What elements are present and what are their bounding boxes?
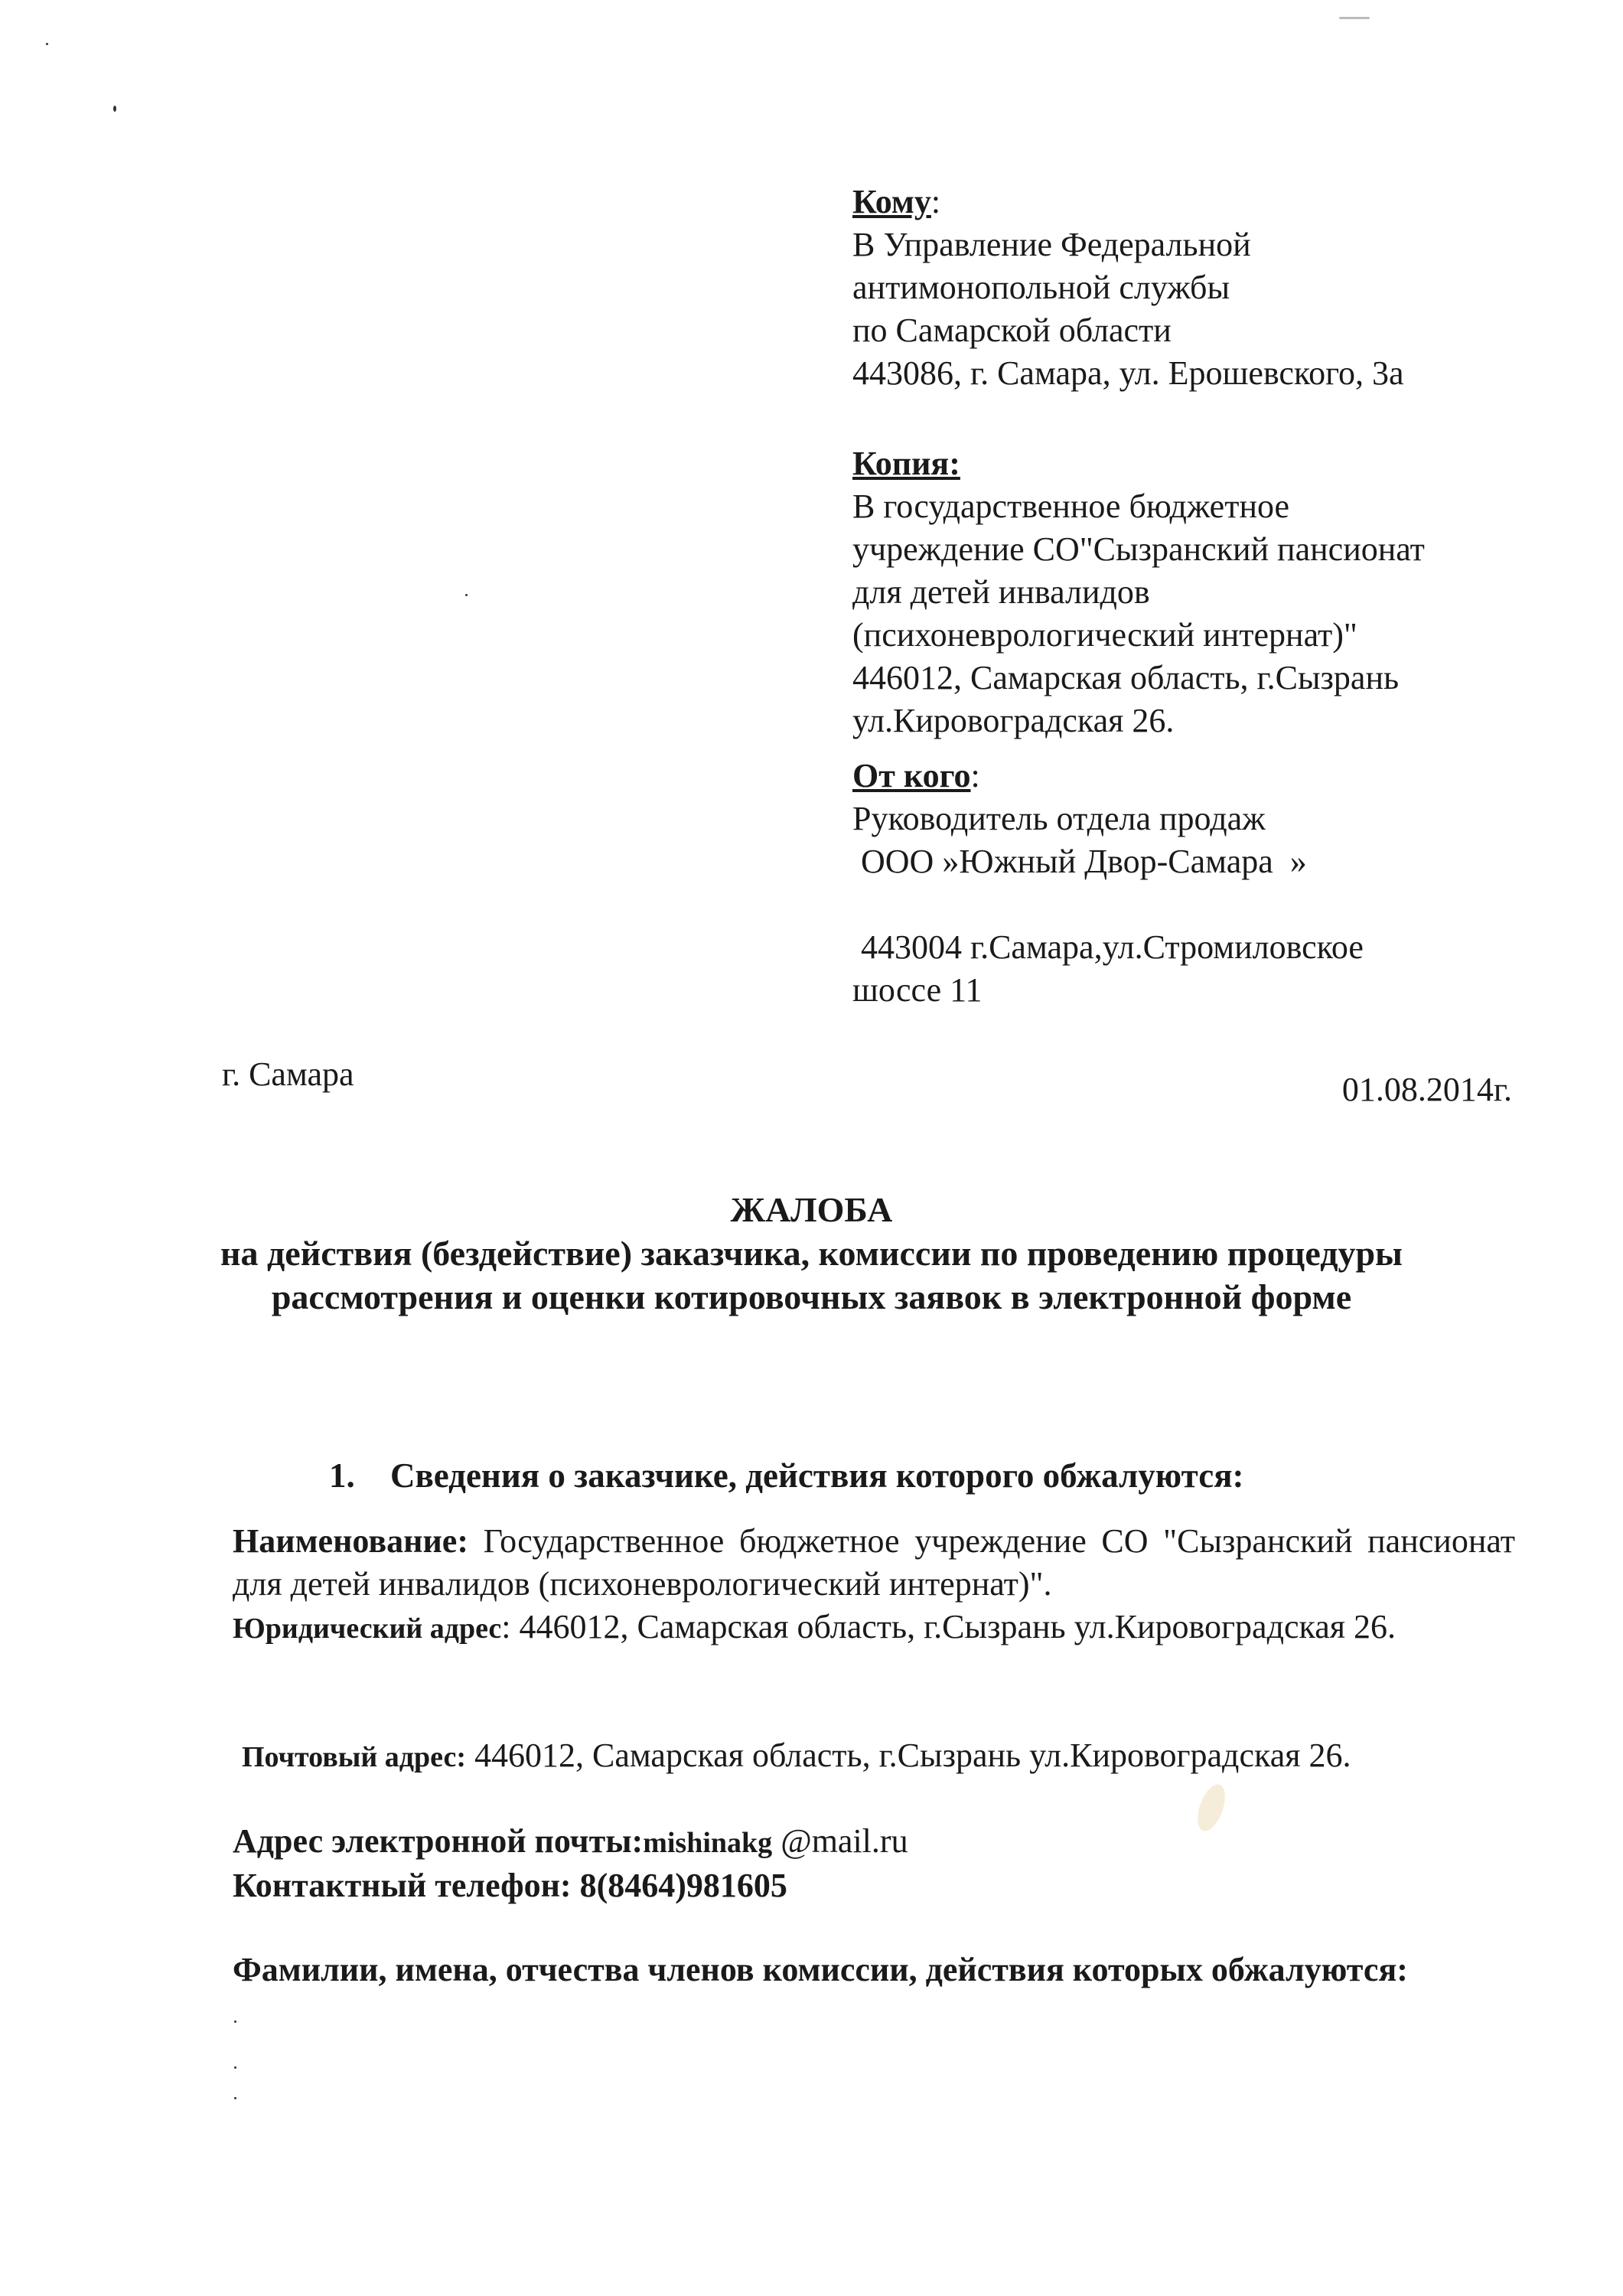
to-line: В Управление Федеральной: [852, 226, 1251, 263]
postal-address-label: Почтовый адрес:: [242, 1741, 467, 1773]
scan-speck: [46, 43, 48, 45]
scan-speck: [234, 2020, 236, 2023]
from-line: шоссе 11: [852, 971, 983, 1009]
customer-name-paragraph: [233, 1520, 1515, 1606]
commission-paragraph: Фамилии, имена, отчества членов комиссии, действия которых обжалуются:: [233, 1951, 1408, 1988]
name-value: Государственное бюджетное учреждение СО "Сызранский пансионат для детей инвалидов (психоневрологический интернат)".: [233, 1522, 1515, 1603]
email-domain: @mail.ru: [772, 1822, 908, 1860]
copy-line: 446012, Самарская область, г.Сызрань: [852, 659, 1400, 696]
email-label: Адрес электронной почты:: [233, 1822, 644, 1860]
legal-address-label: Юридический адрес: [233, 1613, 502, 1645]
copy-block: [852, 442, 1425, 742]
legal-address-paragraph: [233, 1606, 1515, 1650]
from-line: ООО »Южный Двор-Самара »: [852, 843, 1307, 880]
place-of-writing: г. Самара: [222, 1055, 354, 1093]
title-subtitle: на действия (бездействие) заказчика, комиссии по проведению процедуры рассмотрения и оценки котировочных заявок в электронной форме: [220, 1234, 1403, 1316]
title-main: ЖАЛОБА: [730, 1190, 893, 1229]
copy-line: (психоневрологический интернат)": [852, 616, 1357, 654]
section-heading: [329, 1454, 1244, 1497]
to-label: Кому: [852, 183, 931, 220]
document-title: [0, 1188, 1623, 1319]
section-title: Сведения о заказчике, действия которого обжалуются:: [390, 1456, 1244, 1495]
from-label: От кого: [852, 757, 971, 794]
to-line: по Самарской области: [852, 311, 1172, 349]
to-line: 443086, г. Самара, ул. Ерошевского, 3а: [852, 354, 1404, 392]
addressee-block: Кому: В Управление Федеральной антимонопольной службы по Самарской области 443086, г. Самара, ул. Ерошевского, 3а: [852, 181, 1404, 395]
postal-address-value: 446012, Самарская область, г.Сызрань ул.Кировоградская 26.: [466, 1737, 1351, 1774]
scan-speck: [1339, 17, 1370, 19]
spacer: [852, 883, 1364, 926]
legal-address-value: : 446012, Самарская область, г.Сызрань ул.Кировоградская 26.: [501, 1608, 1396, 1645]
copy-line: учреждение СО"Сызранский пансионат: [852, 530, 1425, 568]
from-block: От кого: Руководитель отдела продаж ООО »Южный Двор-Самара » 443004 г.Самара,ул.Стромиловское шоссе 11: [852, 755, 1364, 1012]
section-number: 1.: [329, 1456, 355, 1495]
name-label: Наименование:: [233, 1522, 468, 1560]
to-line: антимонопольной службы: [852, 269, 1230, 306]
copy-line: для детей инвалидов: [852, 573, 1150, 611]
contact-block: [233, 1820, 1515, 1907]
scan-speck: [465, 594, 468, 596]
document-date: 01.08.2014г.: [1341, 1071, 1512, 1108]
copy-label: Копия:: [852, 445, 960, 482]
from-line: 443004 г.Самара,ул.Стромиловское: [852, 928, 1364, 966]
scan-speck: [234, 2097, 236, 2099]
copy-line: В государственное бюджетное: [852, 488, 1290, 525]
from-line: Руководитель отдела продаж: [852, 800, 1266, 837]
postal-address-paragraph: [242, 1734, 1524, 1779]
scan-speck: [113, 106, 116, 112]
email-user: mishinakg: [643, 1827, 773, 1859]
copy-line: ул.Кировоградская 26.: [852, 702, 1175, 739]
phone-line: Контактный телефон: 8(8464)981605: [233, 1867, 787, 1904]
scan-speck: [234, 2066, 236, 2069]
